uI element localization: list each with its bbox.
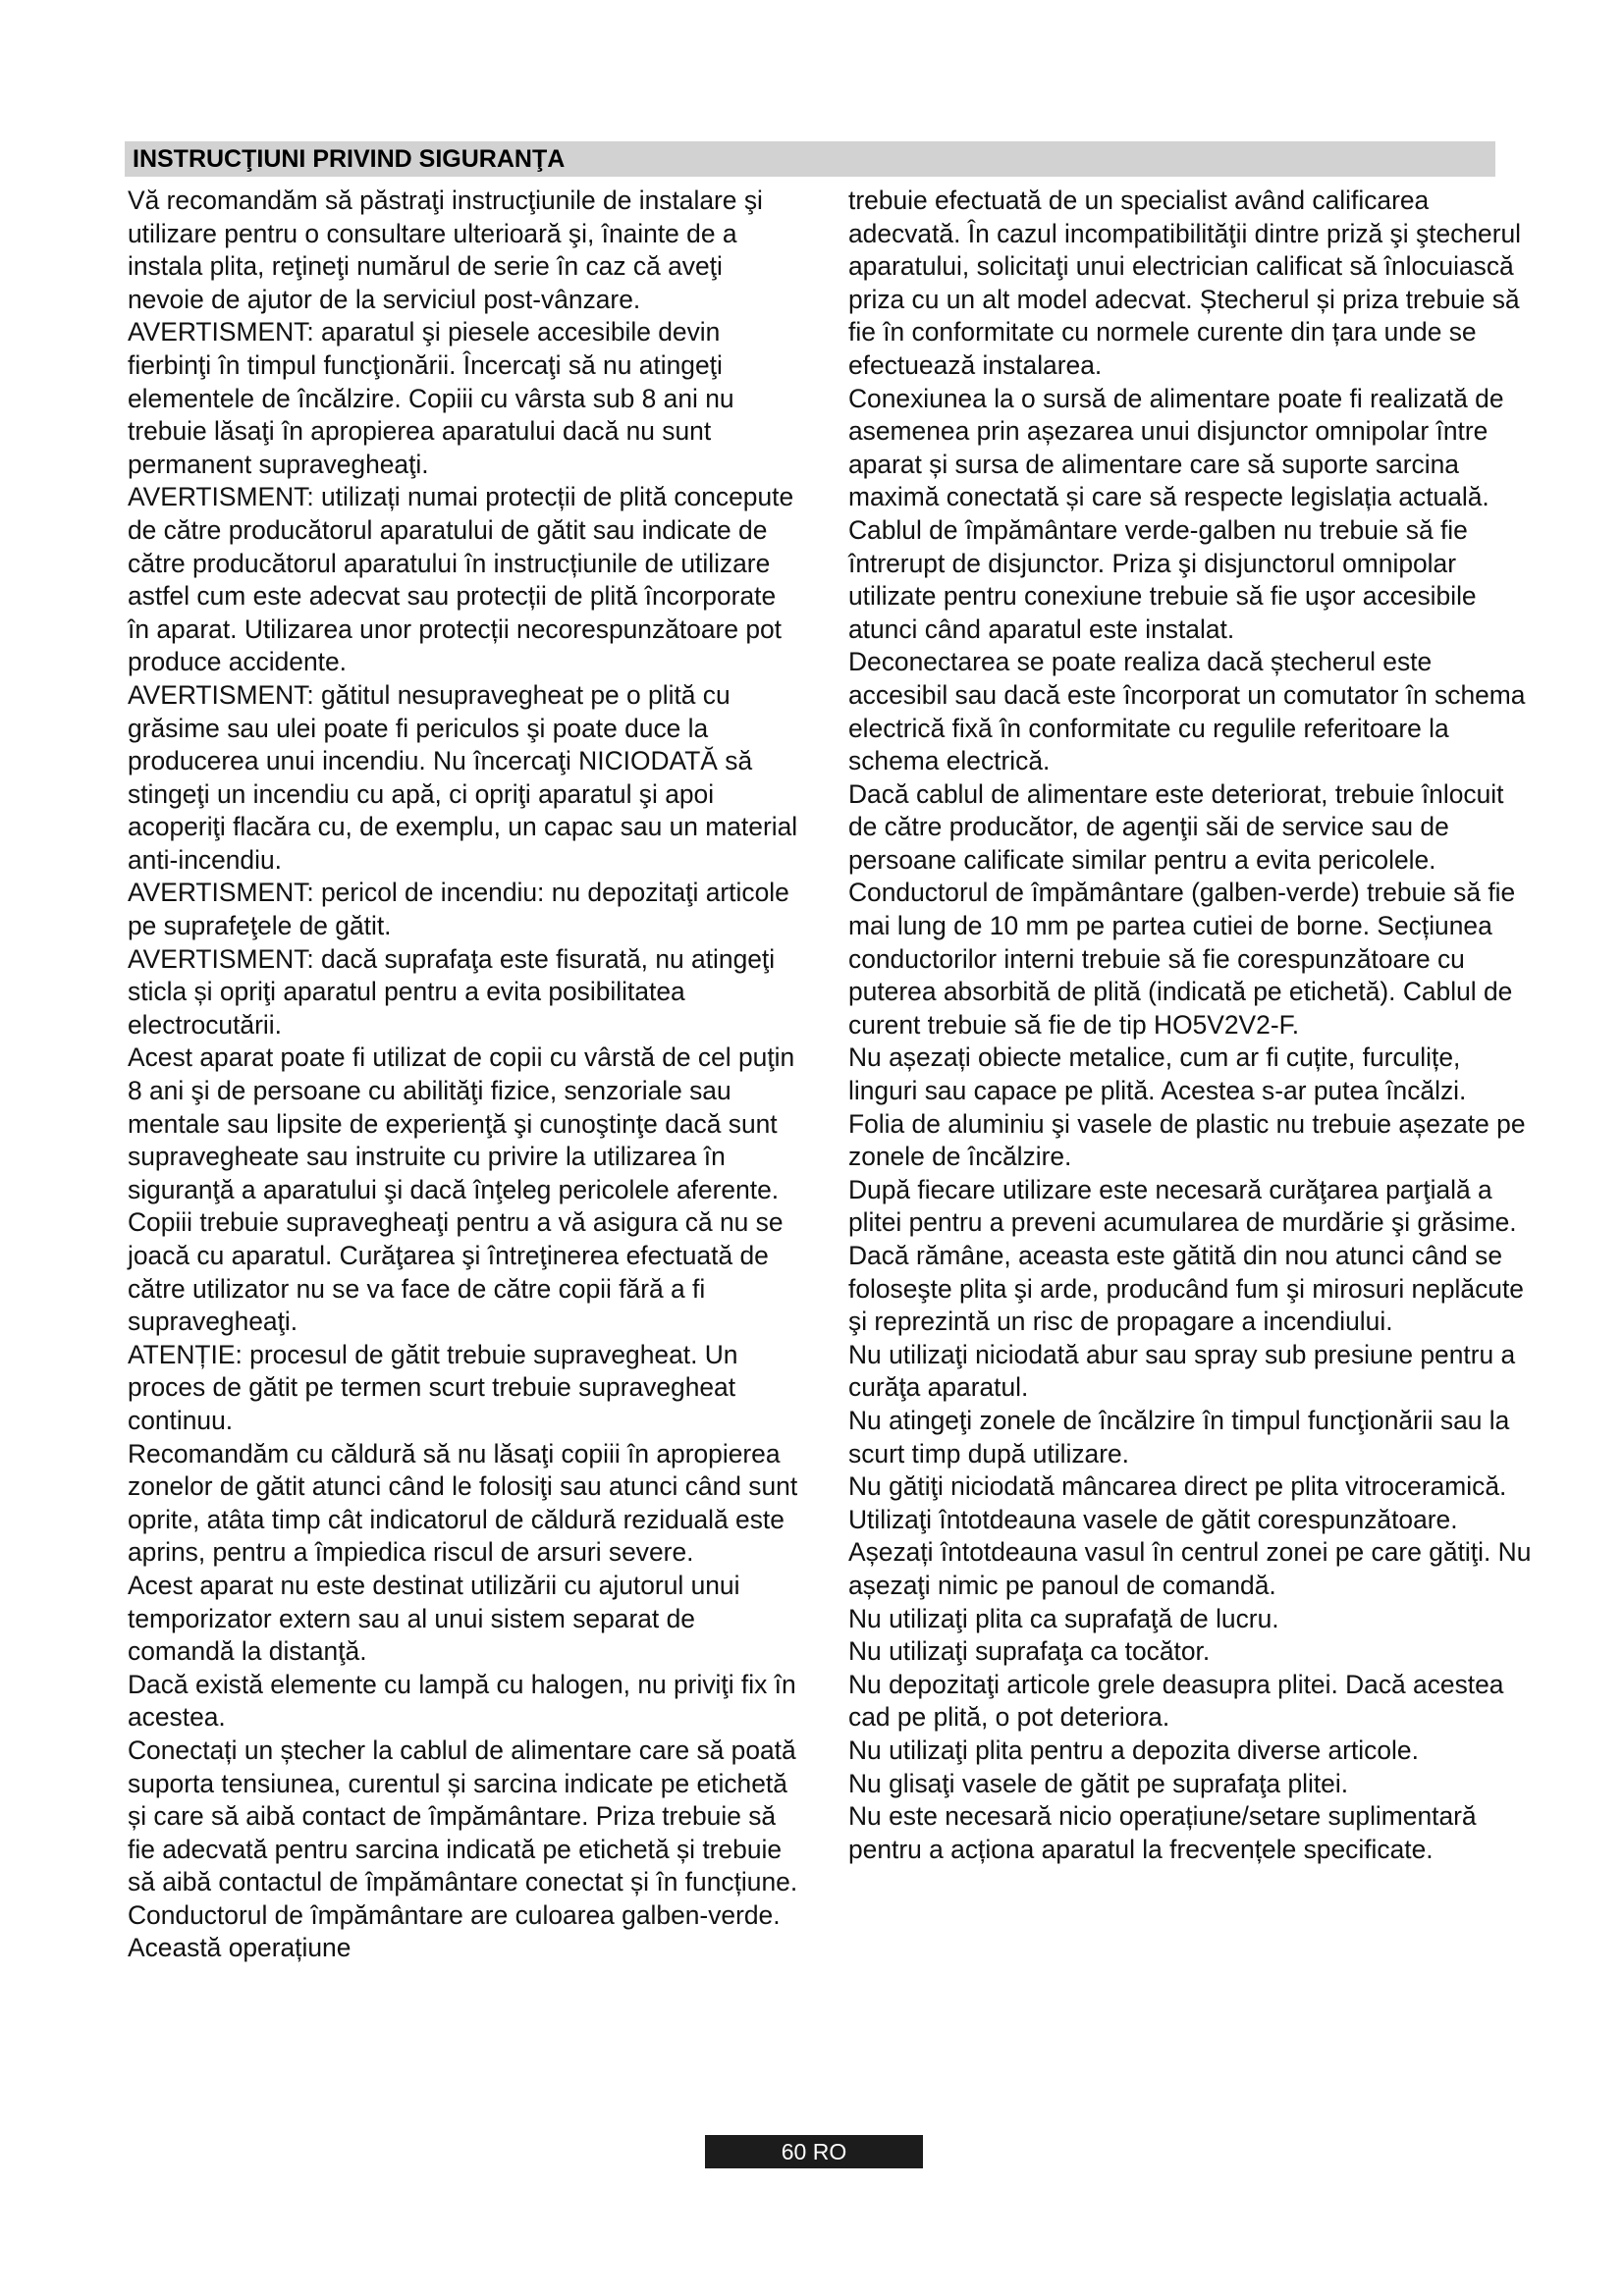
paragraph: Nu utilizaţi plita pentru a depozita diverse articole. <box>848 1735 1419 1765</box>
paragraph: AVERTISMENT: gătitul nesupravegheat pe o plită cu grăsime sau ulei poate fi periculos şi poate duce la producerea unui incendiu. Nu încercaţi NICIODATĂ să stingeţi un incendiu cu apă, ci opriţi aparatul şi apoi acoperiţi flacăra cu, de exemplu, un capac sau un material anti-incendiu. <box>128 679 798 875</box>
paragraph: După fiecare utilizare este necesară curăţarea parţială a plitei pentru a preveni acumularea de murdărie şi grăsime. Dacă rămâne, aceasta este gătită din nou atunci când se foloseşte plita şi arde, producând fum şi mirosuri neplăcute şi reprezintă un risc de propagare a incendiului. <box>848 1174 1524 1337</box>
right-text-column <box>848 185 1532 1866</box>
paragraph: Deconectarea se poate realiza dacă ștecherul este accesibil sau dacă este încorporat un comutator în schema electrică fixă în conformitate cu regulile referitoare la schema electrică. <box>848 647 1526 776</box>
paragraph: AVERTISMENT: aparatul şi piesele accesibile devin fierbinţi în timpul funcţionării. Încercaţi să nu atingeţi elementele de încălzire. Copiii cu vârsta sub 8 ani nu trebuie lăsaţi în apropierea aparatului dacă nu sunt permanent supravegheaţi. <box>128 317 734 479</box>
paragraph: Acest aparat nu este destinat utilizării cu ajutorul unui temporizator extern sau al unui sistem separat de comandă la distanţă. <box>128 1570 740 1667</box>
paragraph: AVERTISMENT: pericol de incendiu: nu depozitaţi articole pe suprafeţele de gătit. <box>128 878 789 941</box>
paragraph: Dacă cablul de alimentare este deteriorat, trebuie înlocuit de către producător, de agenţii săi de service sau de persoane calificate similar pentru a evita pericolele. Conductorul de împământare (galben-verde) trebuie să fie mai lung de 10 mm pe partea cutiei de borne. Secțiunea conductorilor interni trebuie să fie corespunzătoare cu puterea absorbită de plită (indicată pe etichetă). Cablul de curent trebuie să fie de tip HO5V2V2-F. <box>848 778 1516 1040</box>
paragraph: Utilizaţi întotdeauna vasele de gătit corespunzătoare. <box>848 1504 1458 1534</box>
paragraph: Cablul de împământare verde-galben nu trebuie să fie întrerupt de disjunctor. Priza şi disjunctorul omnipolar utilizate pentru conexiune trebuie să fie uşor accesibile atunci când aparatul este instalat. <box>848 514 1477 644</box>
paragraph: Acest aparat poate fi utilizat de copii cu vârstă de cel puţin 8 ani şi de persoane cu abilităţi fizice, senzoriale sau mentale sau lipsite de experienţă şi cunoştinţe dacă sunt supravegheate sau instruite cu privire la utilizarea în siguranţă a aparatului şi dacă înţeleg pericolele aferente. <box>128 1042 795 1204</box>
paragraph: trebuie efectuată de un specialist având calificarea adecvată. În cazul incompatibilităţii dintre priză şi ştecherul aparatului, solicitaţi unui electrician calificat să înlocuiască priza cu un alt model adecvat. Ștecherul și priza trebuie să fie în conformitate cu normele curente din țara unde se efectuează instalarea. <box>848 186 1522 380</box>
page-number-badge: 60 RO <box>705 2135 923 2168</box>
paragraph: Copiii trebuie supravegheaţi pentru a vă asigura că nu se joacă cu aparatul. Curăţarea şi întreţinerea efectuată de către utilizator nu se va face de către copii fără a fi supravegheaţi. <box>128 1207 784 1337</box>
paragraph: Nu utilizaţi plita ca suprafaţă de lucru. <box>848 1603 1279 1633</box>
paragraph: Nu atingeţi zonele de încălzire în timpul funcţionării sau la scurt timp după utilizare. <box>848 1405 1510 1468</box>
paragraph: Vă recomandăm să păstraţi instrucţiunile de instalare şi utilizare pentru o consultare ulterioară şi, înainte de a instala plita, reţineţi numărul de serie în caz că aveţi nevoie de ajutor de la serviciul post-vânzare. <box>128 186 763 314</box>
paragraph: ATENȚIE: procesul de gătit trebuie supravegheat. Un proces de gătit pe termen scurt trebuie supravegheat continuu. <box>128 1339 738 1435</box>
paragraph: AVERTISMENT: dacă suprafaţa este fisurată, nu atingeţi sticla și opriţi aparatul pentru a evita posibilitatea electrocutării. <box>128 943 776 1040</box>
paragraph: Nu depozitaţi articole grele deasupra plitei. Dacă acestea cad pe plită, o pot deteriora. <box>848 1669 1504 1733</box>
paragraph: Conectați un ștecher la cablul de alimentare care să poată suporta tensiunea, curentul și sarcina indicate pe etichetă și care să aibă contact de împământare. Priza trebuie să fie adecvată pentru sarcina indicată pe etichetă și trebuie să aibă contactul de împământare conectat și în funcțiune. Conductorul de împământare are culoarea galben-verde. Această operațiune <box>128 1735 798 1963</box>
section-header-bar <box>125 141 1495 177</box>
paragraph: Recomandăm cu căldură să nu lăsaţi copiii în apropierea zonelor de gătit atunci când le folosiţi sau atunci când sunt oprite, atâta timp cât indicatorul de căldură reziduală este aprins, pentru a împiedica riscul de arsuri severe. <box>128 1438 798 1568</box>
paragraph: Nu gătiţi niciodată mâncarea direct pe plita vitroceramică. <box>848 1471 1507 1502</box>
paragraph: Dacă există elemente cu lampă cu halogen, nu priviţi fix în acestea. <box>128 1669 796 1733</box>
paragraph: AVERTISMENT: utilizați numai protecții de plită concepute de către producătorul aparatului de gătit sau indicate de către producătorul aparatului în instrucțiunile de utilizare astfel cum este adecvat sau protecții de plită încorporate în aparat. Utilizarea unor protecții necorespunzătoare pot produce accidente. <box>128 482 794 677</box>
paragraph: Nu așezați obiecte metalice, cum ar fi cuțite, furculițe, linguri sau capace pe plită. Acestea s-ar putea încălzi. <box>848 1042 1467 1106</box>
paragraph: Așezați întotdeauna vasul în centrul zonei pe care gătiţi. Nu așezaţi nimic pe panoul de comandă. <box>848 1537 1532 1600</box>
paragraph: Nu glisaţi vasele de gătit pe suprafaţa plitei. <box>848 1768 1349 1798</box>
paragraph: Nu este necesară nicio operațiune/setare suplimentară pentru a acționa aparatul la frecvențele specificate. <box>848 1801 1477 1864</box>
paragraph: Folia de aluminiu şi vasele de plastic nu trebuie așezate pe zonele de încălzire. <box>848 1108 1526 1172</box>
paragraph: Conexiunea la o sursă de alimentare poate fi realizată de asemenea prin așezarea unui disjunctor omnipolar între aparat și sursa de alimentare care să suporte sarcina maximă conectată și care să respecte legislația actuală. <box>848 383 1504 512</box>
section-title: INSTRUCŢIUNI PRIVIND SIGURANŢA <box>133 145 566 173</box>
paragraph: Nu utilizaţi suprafaţa ca tocător. <box>848 1636 1211 1667</box>
paragraph: Nu utilizaţi niciodată abur sau spray sub presiune pentru a curăţa aparatul. <box>848 1339 1516 1403</box>
left-text-column <box>128 185 803 1965</box>
